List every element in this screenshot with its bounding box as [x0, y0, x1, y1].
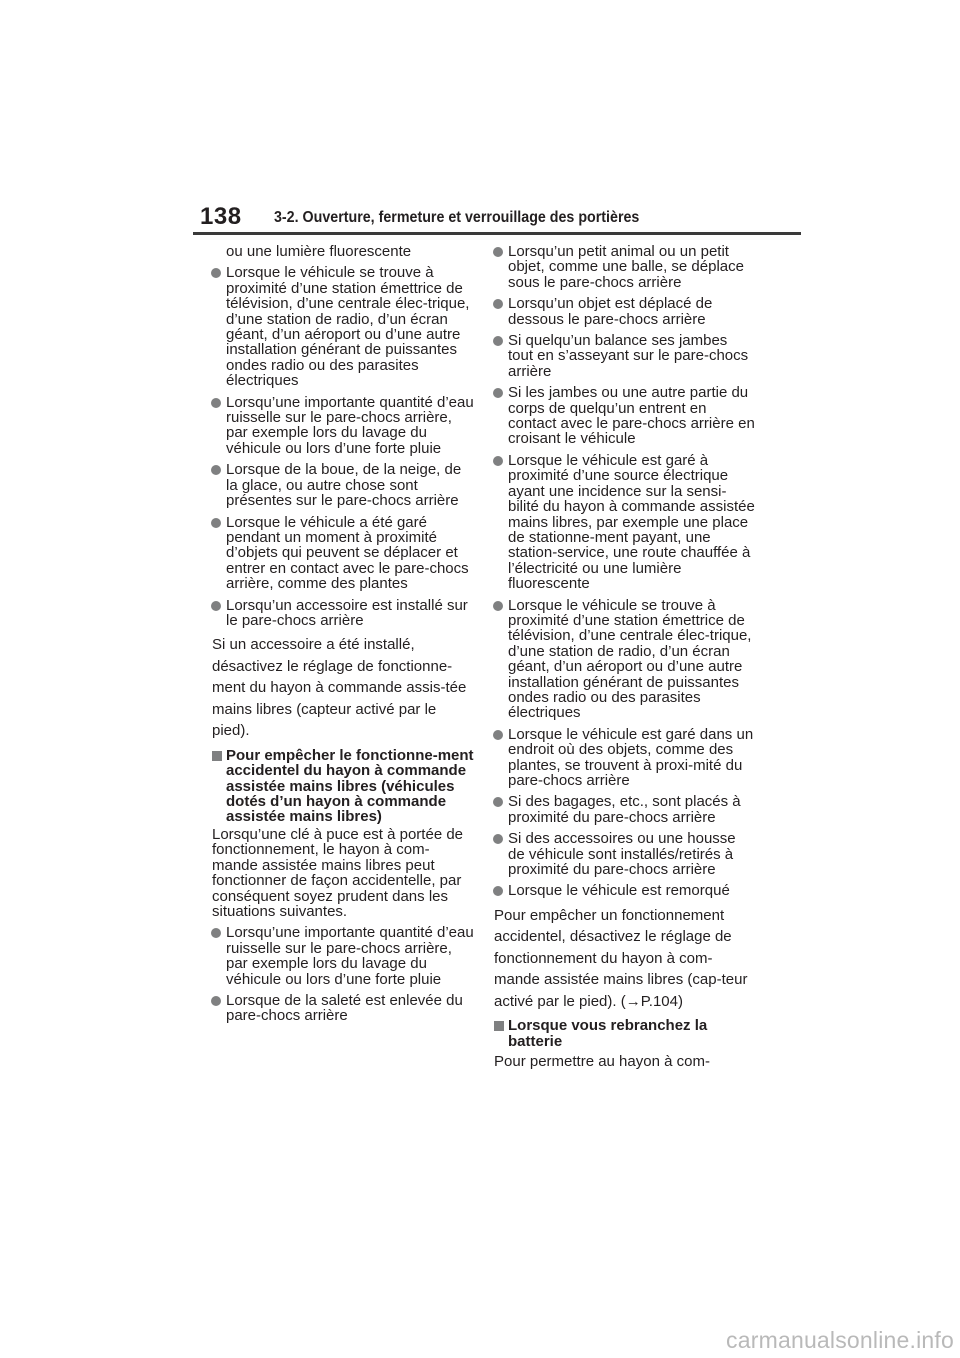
paragraph: Si un accessoire a été installé, désactivez le réglage de fonctionne-ment du hayon à commande assis-tée mains libres (capteur activé par le pied).	[212, 636, 467, 740]
section-title: 3-2. Ouverture, fermeture et verrouillage des portières	[274, 209, 640, 226]
bullet-item: Lorsque le véhicule est garé à proximité d’une source électrique ayant une incidence sur la sensi-bilité du hayon à commande assistée mains libres, par exemple une place de stationne-ment payant, une station-service, une route chauffée à l’électricité ou une lumière fluorescente	[494, 453, 756, 592]
bullet-dot-icon	[211, 996, 221, 1006]
bullet-dot-icon	[211, 928, 221, 938]
bullet-dot-icon	[493, 388, 503, 398]
bullet-dot-icon	[493, 601, 503, 611]
bullet-item: Si des bagages, etc., sont placés à proximité du pare-chocs arrière	[494, 794, 756, 825]
heading-square-icon	[494, 1021, 504, 1031]
bullet-item: Lorsque le véhicule se trouve à proximité d’une station émettrice de télévision, d’une centrale élec-trique, d’une station de radio, d’un écran géant, d’un aéroport ou d’une autre installation générant de puissantes ondes radio ou des parasites électriques	[494, 598, 756, 721]
bullet-dot-icon	[211, 601, 221, 611]
right-column	[494, 244, 756, 1079]
bullet-dot-icon	[493, 886, 503, 896]
bullet-item: Lorsque de la boue, de la neige, de la glace, ou autre chose sont présentes sur le pare-chocs arrière	[212, 462, 474, 508]
page-number: 138	[200, 203, 242, 230]
section-heading: Lorsque vous rebranchez la batterie	[494, 1018, 756, 1049]
bullet-item: Lorsque le véhicule est garé dans un endroit où des objets, comme des plantes, se trouvent à proxi-mité du pare-chocs arrière	[494, 727, 756, 789]
section-heading: Pour empêcher le fonctionne-ment accidentel du hayon à commande assistée mains libres (véhicules dotés d’un hayon à commande assistée mains libres)	[212, 748, 474, 825]
bullet-item: Lorsqu’une importante quantité d’eau ruisselle sur le pare-chocs arrière, par exemple lors du lavage du véhicule ou lors d’une forte pluie	[212, 925, 474, 987]
bullet-dot-icon	[493, 834, 503, 844]
bullet-item: Si quelqu’un balance ses jambes tout en s’asseyant sur le pare-chocs arrière	[494, 333, 756, 379]
bullet-dot-icon	[211, 398, 221, 408]
bullet-dot-icon	[493, 247, 503, 257]
bullet-item: Si des accessoires ou une housse de véhicule sont installés/retirés à proximité du pare-chocs arrière	[494, 831, 756, 877]
continued-text: ou une lumière fluorescente	[226, 243, 412, 260]
bullet-item: Lorsque le véhicule est remorqué	[494, 883, 756, 898]
bullet-dot-icon	[211, 268, 221, 278]
watermark: carmanualsonline.info	[726, 1327, 954, 1353]
left-column	[212, 244, 474, 1030]
bullet-item: Lorsqu’une importante quantité d’eau ruisselle sur le pare-chocs arrière, par exemple lors du lavage du véhicule ou lors d’une forte pluie	[212, 395, 474, 457]
page-header	[0, 0, 960, 240]
bullet-item: Lorsque le véhicule se trouve à proximité d’une station émettrice de télévision, d’une centrale élec-trique, d’une station de radio, d’un écran géant, d’un aéroport ou d’une autre installation générant de puissantes ondes radio ou des parasites électriques	[212, 265, 474, 388]
bullet-dot-icon	[493, 730, 503, 740]
bullet-item: Lorsqu’un accessoire est installé sur le pare-chocs arrière	[212, 598, 474, 629]
bullet-dot-icon	[211, 518, 221, 528]
bullet-dot-icon	[493, 336, 503, 346]
bullet-item: Lorsqu’un objet est déplacé de dessous le pare-chocs arrière	[494, 296, 756, 327]
bullet-item: Lorsque de la saleté est enlevée du pare-chocs arrière	[212, 993, 474, 1024]
bullet-item: Lorsqu’un petit animal ou un petit objet, comme une balle, se déplace sous le pare-chocs arrière	[494, 244, 756, 290]
bullet-dot-icon	[493, 299, 503, 309]
heading-square-icon	[212, 751, 222, 761]
bullet-dot-icon	[493, 797, 503, 807]
bullet-item: Lorsque le véhicule a été garé pendant un moment à proximité d’objets qui peuvent se déplacer et entrer en contact avec le pare-chocs arrière, comme des plantes	[212, 515, 474, 592]
bullet-item: Si les jambes ou une autre partie du corps de quelqu’un entrent en contact avec le pare-chocs arrière en croisant le véhicule	[494, 385, 756, 447]
paragraph: Pour empêcher un fonctionnement accidentel, désactivez le réglage de fonctionnement du hayon à com-mande assistée mains libres (cap-teur activé par le pied). (→P.104)	[494, 906, 748, 1010]
paragraph: Pour permettre au hayon à com-	[494, 1053, 710, 1071]
bullet-dot-icon	[211, 465, 221, 475]
header-rule	[193, 232, 801, 235]
paragraph: Lorsqu’une clé à puce est à portée de fonctionnement, le hayon à com-mande assistée mains libres peut fonctionner de façon accidentelle, par conséquent soyez prudent dans les situations suivantes.	[212, 825, 464, 920]
bullet-dot-icon	[493, 456, 503, 466]
